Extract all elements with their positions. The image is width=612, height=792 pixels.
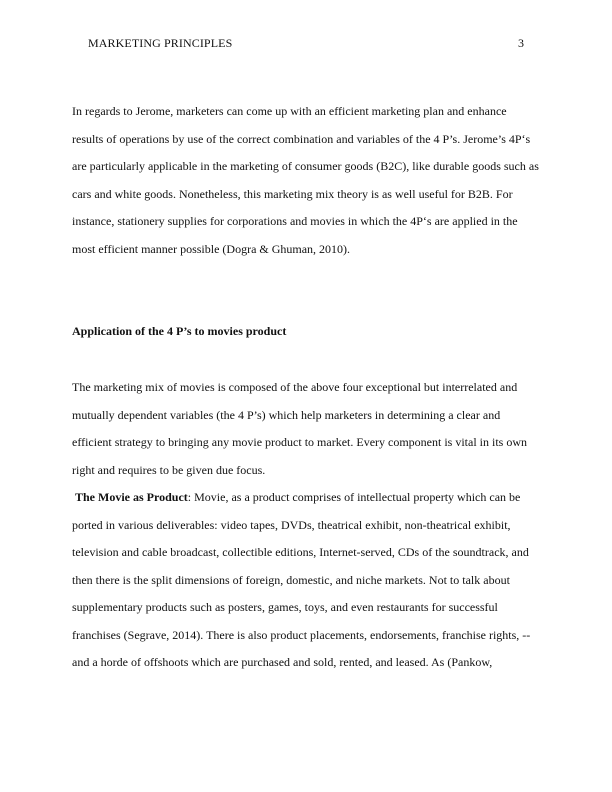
page-number: 3: [518, 36, 524, 50]
text-line: ported in various deliverables: video tapes, DVDs, theatrical exhibit, non-theatrical exhibit,: [72, 517, 511, 532]
text-line: and a horde of offshoots which are purchased and sold, rented, and leased. As (Pankow,: [72, 655, 493, 669]
paragraph-jerome-4ps: [72, 98, 542, 263]
text-line: are particularly applicable in the marketing of consumer goods (B2C), like durable goods such as: [72, 159, 539, 173]
text-line-first: [72, 484, 542, 512]
first-line-text: : Movie, as a product comprises of intellectual property which can be: [187, 490, 521, 504]
text-line: right and requires to be given due focus.: [72, 462, 266, 477]
text-line: supplementary products such as posters, games, toys, and even restaurants for successful: [72, 600, 498, 614]
text-line: most efficient manner possible (Dogra & Ghuman, 2010).: [72, 241, 351, 256]
paragraph-marketing-mix: [72, 374, 542, 484]
paragraph-movie-as-product: [72, 484, 542, 677]
text-line: franchises (Segrave, 2014). There is also product placements, endorsements, franchise rights, --: [72, 627, 531, 642]
text-line: cars and white goods. Nonetheless, this marketing mix theory is as well useful for B2B. For: [72, 186, 513, 201]
text-line: The marketing mix of movies is composed of the above four exceptional but interrelated and: [72, 380, 518, 394]
text-line: results of operations by use of the correct combination and variables of the 4 P’s. Jerome’s 4P‘s: [72, 131, 531, 146]
text-line: then there is the split dimensions of foreign, domestic, and niche markets. Not to talk about: [72, 572, 510, 587]
section-heading: Application of the 4 P’s to movies product: [72, 324, 287, 338]
run-in-heading: The Movie as Product: [75, 490, 188, 504]
running-head: MARKETING PRINCIPLES: [88, 36, 233, 50]
text-line: instance, stationery supplies for corporations and movies in which the 4P‘s are applied in the: [72, 214, 518, 228]
text-line: In regards to Jerome, marketers can come up with an efficient marketing plan and enhance: [72, 104, 507, 118]
text-line: mutually dependent variables (the 4 P’s) which help marketers in determining a clear and: [72, 407, 501, 422]
text-line: television and cable broadcast, collectible editions, Internet-served, CDs of the soundtrack, and: [72, 545, 529, 559]
text-line: efficient strategy to bringing any movie product to market. Every component is vital in its own: [72, 435, 528, 449]
